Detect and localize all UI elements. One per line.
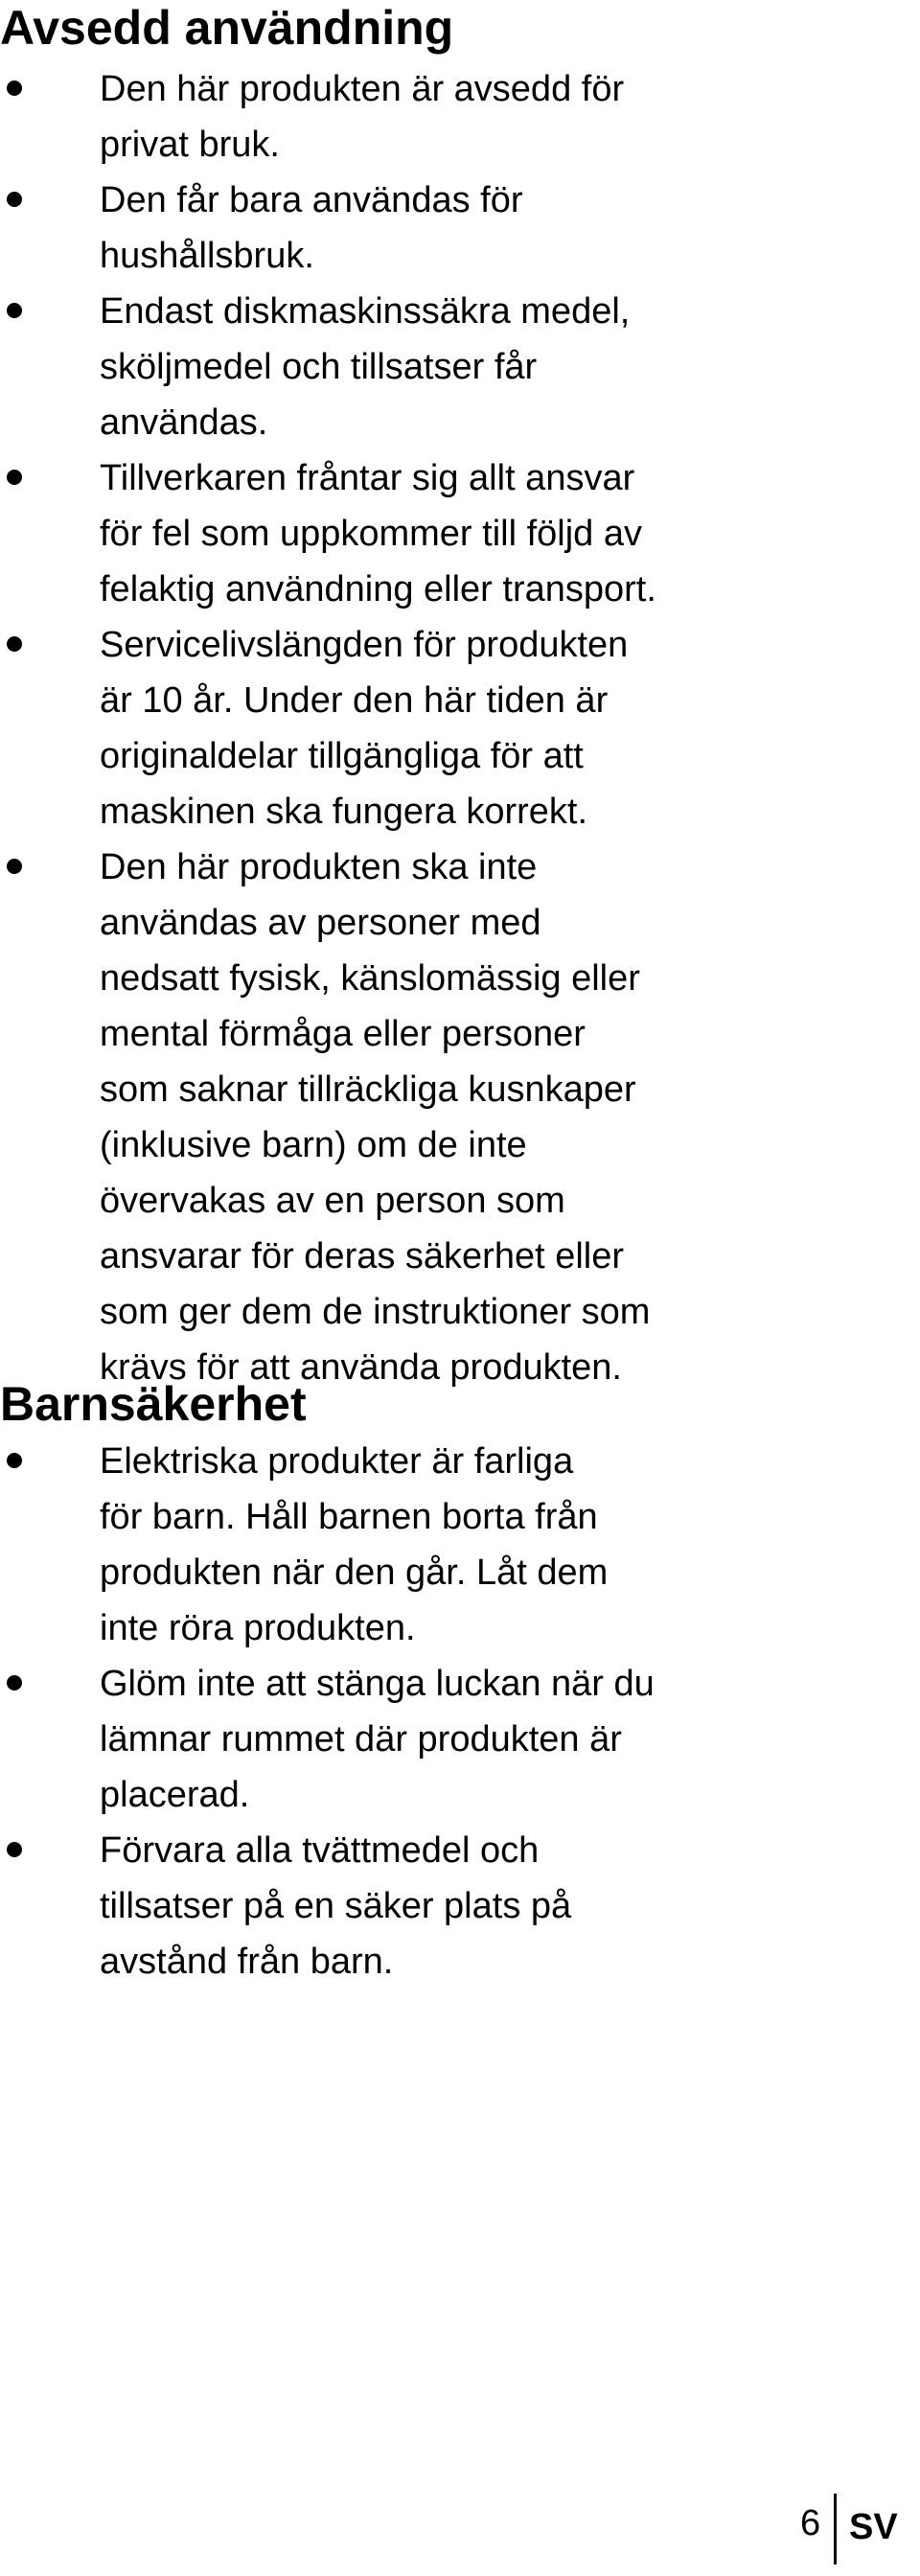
list-item <box>0 172 920 284</box>
list-item-text-line: mental förmåga eller personer <box>100 1014 586 1054</box>
list-item <box>0 450 920 617</box>
list-item <box>0 284 920 450</box>
section-title-intended-use: Avsedd användning <box>0 1 454 55</box>
list-item <box>0 1434 920 1656</box>
list-item-text-line: som ger dem de instruktioner som <box>100 1292 651 1332</box>
list-item-text-line: är 10 år. Under den här tiden är <box>100 680 609 721</box>
list-item-text-line: Tillverkaren fråntar sig allt ansvar <box>100 458 635 498</box>
list-item-text-line: avstånd från barn. <box>100 1942 394 1982</box>
intended-use-list <box>0 61 920 1395</box>
list-item-text-line: felaktig användning eller transport. <box>100 569 656 610</box>
list-item <box>0 1823 920 1990</box>
bullet-icon <box>7 80 22 96</box>
list-item <box>0 617 920 840</box>
list-item-text-line: privat bruk. <box>100 125 280 165</box>
list-item-text-line: användas. <box>100 402 268 443</box>
list-item-text-line: lämnar rummet där produkten är <box>100 1719 622 1760</box>
bullet-icon <box>7 1453 22 1468</box>
list-item-text-line: tillsatser på en säker plats på <box>100 1886 572 1926</box>
list-item-text-line: Endast diskmaskinssäkra medel, <box>100 291 631 332</box>
bullet-icon <box>7 1675 22 1690</box>
bullet-icon <box>7 636 22 652</box>
list-item-text-line: Glöm inte att stänga luckan när du <box>100 1664 655 1704</box>
footer-divider <box>834 2494 837 2564</box>
bullet-icon <box>7 470 22 485</box>
list-item-text-line: nedsatt fysisk, känslomässig eller <box>100 958 640 999</box>
list-item-text-line: hushållsbruk. <box>100 236 314 276</box>
list-item-text-line: övervakas av en person som <box>100 1181 565 1221</box>
list-item-text-line: användas av personer med <box>100 903 541 943</box>
list-item-text-line: Den här produkten är avsedd för <box>100 69 625 109</box>
page-number: 6 <box>800 2503 821 2543</box>
list-item-text-line: produkten när den går. Låt dem <box>100 1552 609 1593</box>
list-item <box>0 840 920 1395</box>
list-item <box>0 1656 920 1823</box>
child-safety-list <box>0 1434 920 1990</box>
list-item-text-line: (inklusive barn) om de inte <box>100 1125 527 1165</box>
list-item-text-line: Den här produkten ska inte <box>100 847 538 887</box>
list-item-text-line: sköljmedel och tillsatser får <box>100 347 538 387</box>
list-item-text-line: originaldelar tillgängliga för att <box>100 736 584 776</box>
list-item-text-line: Servicelivslängden för produkten <box>100 625 629 665</box>
list-item-text-line: krävs för att använda produkten. <box>100 1347 622 1388</box>
list-item-text-line: som saknar tillräckliga kusnkaper <box>100 1070 636 1110</box>
list-item-text-line: för fel som uppkommer till följd av <box>100 514 642 554</box>
list-item-text-line: inte röra produkten. <box>100 1608 416 1648</box>
bullet-icon <box>7 192 22 207</box>
bullet-icon <box>7 859 22 874</box>
list-item-text-line: för barn. Håll barnen borta från <box>100 1497 598 1537</box>
list-item-text-line: ansvarar för deras säkerhet eller <box>100 1236 625 1276</box>
bullet-icon <box>7 303 22 318</box>
list-item-text-line: Elektriska produkter är farliga <box>100 1441 574 1482</box>
list-item-text-line: placerad. <box>100 1775 250 1815</box>
section-title-child-safety: Barnsäkerhet <box>0 1377 307 1431</box>
list-item <box>0 61 920 172</box>
bullet-icon <box>7 1842 22 1857</box>
language-code: SV <box>849 2507 898 2547</box>
list-item-text-line: Den får bara användas för <box>100 180 523 220</box>
list-item-text-line: maskinen ska fungera korrekt. <box>100 792 588 832</box>
page-footer <box>791 2494 920 2561</box>
list-item-text-line: Förvara alla tvättmedel och <box>100 1830 540 1871</box>
